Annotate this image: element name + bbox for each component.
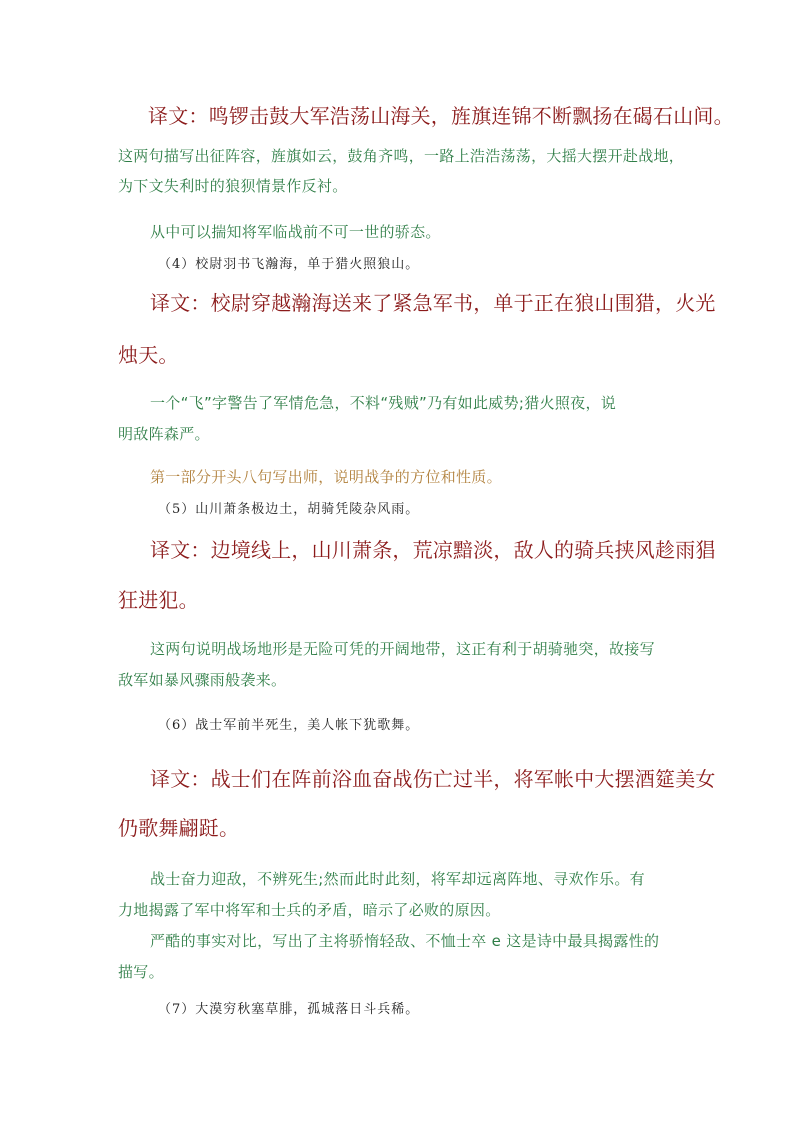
translation-line: 译文：鸣锣击鼓大军浩荡山海关，旌旗连锦不断飘扬在碣石山间。 [148,104,734,128]
commentary-line: 这两句描写出征阵容，旌旗如云，鼓角齐鸣，一路上浩浩荡荡，大摇大摆开赴战地， [118,147,685,165]
translation-line: 译文：战士们在阵前浴血奋战伤亡过半，将军帐中大摆酒筵美女 [150,767,716,791]
poem-line: （5）山川萧条极边土，胡骑凭陵杂风雨。 [158,502,420,517]
translation-line: 译文：校尉穿越瀚海送来了紧急军书，单于正在狼山围猎，火光 [150,291,716,315]
commentary-line: 从中可以揣知将军临战前不可一世的骄态。 [150,223,441,241]
commentary-line: 描写。 [118,963,164,981]
poem-line: （7）大漠穷秋塞草腓，孤城落日斗兵稀。 [158,1002,420,1017]
section-note: 第一部分开头八句写出师，说明战争的方位和性质。 [150,468,502,486]
poem-line: （6）战士军前半死生，美人帐下犹歌舞。 [158,718,420,733]
translation-line: 仍歌舞翩跹。 [118,816,240,840]
commentary-line: 为下文失利时的狼狈情景作反衬。 [118,177,348,195]
poem-line: （4）校尉羽书飞瀚海，单于猎火照狼山。 [158,257,420,272]
commentary-line: 这两句说明战场地形是无险可凭的开阔地带，这正有利于胡骑驰突，故接写 [150,640,655,658]
translation-line: 译文：边境线上，山川萧条，荒凉黯淡，敌人的骑兵挟风趁雨猖 [150,538,716,562]
translation-line: 狂进犯。 [118,588,199,612]
commentary-line: 力地揭露了军中将军和士兵的矛盾，暗示了必败的原因。 [118,901,501,919]
commentary-line: 战士奋力迎敌，不辨死生;然而此时此刻，将军却远离阵地、寻欢作乐。有 [150,870,645,888]
translation-line: 烛天。 [118,343,179,367]
commentary-line: 明敌阵森严。 [118,425,210,443]
commentary-line: 一个“飞”字警告了军情危急，不料“残贼”乃有如此威势;猎火照夜，说 [150,394,617,412]
commentary-line: 严酷的事实对比，写出了主将骄惰轻敌、不恤士卒 e 这是诗中最具揭露性的 [150,932,660,950]
commentary-line: 敌军如暴风骤雨般袭来。 [118,671,287,689]
